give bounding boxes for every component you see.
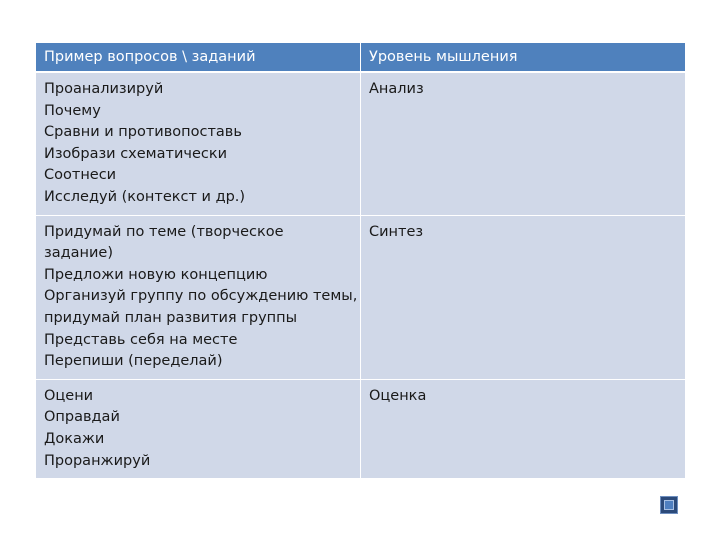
level-cell: Оценка xyxy=(360,380,685,479)
example-line: Проанализируй xyxy=(44,81,164,97)
level-cell: Синтез xyxy=(360,216,685,380)
examples-cell xyxy=(36,73,360,216)
column-header-examples: Пример вопросов \ заданий xyxy=(36,43,360,73)
example-line: Организуй группу по обсуждению темы, xyxy=(44,288,358,305)
example-line: Исследуй (контекст и др.) xyxy=(44,188,246,205)
example-line: задание) xyxy=(44,245,113,262)
example-line: Почему xyxy=(44,102,101,119)
example-line: Сравни и противопоставь xyxy=(44,124,242,141)
examples-cell xyxy=(36,380,360,479)
table-row xyxy=(36,380,685,479)
table-row xyxy=(36,216,685,380)
example-line: придумай план развития группы xyxy=(44,309,298,326)
example-line: Предложи новую концепцию xyxy=(44,266,268,283)
table-header-row xyxy=(36,43,685,73)
nav-square-icon xyxy=(664,500,674,510)
column-header-level: Уровень мышления xyxy=(360,43,685,73)
thinking-levels-table xyxy=(36,43,685,479)
example-line: Представь себя на месте xyxy=(44,331,238,348)
table-row xyxy=(36,73,685,216)
slide-nav-icon[interactable] xyxy=(660,496,678,514)
example-line: Оправдай xyxy=(44,409,120,426)
example-line: Изобрази схематически xyxy=(44,145,228,162)
example-line: Соотнеси xyxy=(44,167,117,184)
example-line: Докажи xyxy=(44,430,105,447)
example-line: Проранжируй xyxy=(44,452,151,469)
example-line: Придумай по теме (творческое xyxy=(44,223,284,240)
examples-cell xyxy=(36,216,360,380)
example-line: Оцени xyxy=(44,387,94,404)
level-cell: Анализ xyxy=(360,73,685,216)
example-line: Перепиши (переделай) xyxy=(44,353,223,370)
